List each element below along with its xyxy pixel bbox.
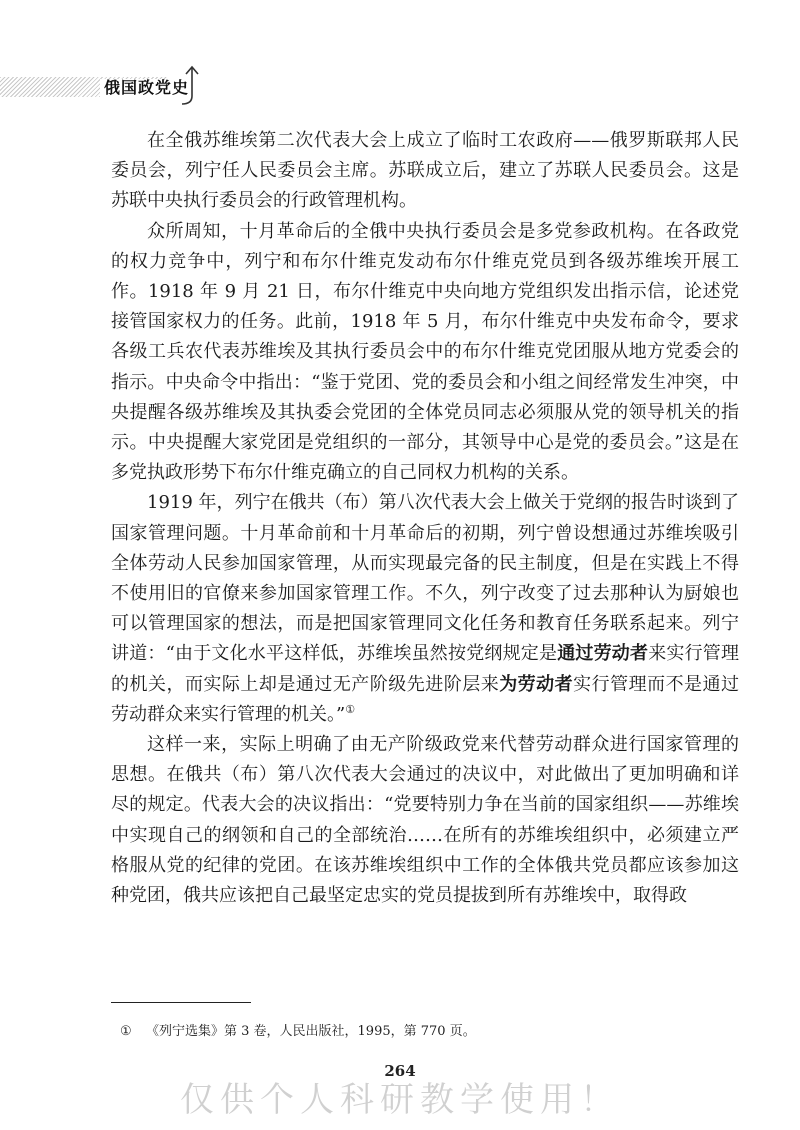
running-header-title: 俄国政党史 bbox=[100, 79, 193, 97]
watermark: 仅供个人科研教学使用！ bbox=[180, 1080, 620, 1120]
footnote-number: ① bbox=[120, 1024, 132, 1039]
footnote-marker[interactable]: ① bbox=[345, 702, 356, 716]
paragraph-text: 来实行管理的机关，而实际上却是通过无产阶级先进阶层来 bbox=[111, 643, 740, 695]
arrow-up-icon bbox=[178, 64, 208, 106]
paragraph: 在全俄苏维埃第二次代表大会上成立了临时工农政府——俄罗斯联邦人民委员会，列宁任人民委员会主席。苏联成立后，建立了苏联人民委员会。这是苏联中央执行委员会的行政管理机构。 bbox=[111, 130, 739, 212]
footnote bbox=[120, 1023, 476, 1041]
footnote-divider bbox=[111, 1002, 251, 1003]
paragraph: 众所周知，十月革命后的全俄中央执行委员会是多党参政机构。在各政党的权力竞争中，列宁和布尔什维克发动布尔什维克党员到各级苏维埃开展工作。1918 年 9 月 21 日，布尔什维克中央向地方党组织发出指示信，论述党接管国家权力的任务。此前，1918 年 5 月，布尔什维克中央发布命令，要求各级工兵农代表苏维埃及其执行委员会中的布尔什维克党团服从地方党委会的指示。中央命令中指出：“鉴于党团、党的委员会和小组之间经常发生冲突，中央提醒各级苏维埃及其执委会党团的全体党员同志必须服从党的领导机关的指示。中央提醒大家党团是党组织的一部分，其领导中心是党的委员会。”这是在多党执政形势下布尔什维克确立的自己同权力机构的关系。 bbox=[111, 220, 739, 484]
emphasis-text: 通过劳动者 bbox=[557, 643, 649, 665]
footnote-text: 《列宁选集》第 3 卷，人民出版社，1995，第 770 页。 bbox=[146, 1024, 476, 1039]
page-number: 264 bbox=[384, 1062, 416, 1080]
paragraph-text: 实行管理而不是通过劳动群众来实行管理的机关。” bbox=[111, 673, 740, 725]
paragraph-text: 1919 年，列宁在俄共（布）第八次代表大会上做关于党纲的报告时谈到了国家管理问题。十月革命前和十月革命后的初期，列宁曾设想通过苏维埃吸引全体劳动人民参加国家管理，从而实现最完备的民主制度，但是在实践上不得不使用旧的官僚来参加国家管理工作。不久，列宁改变了过去那种认为厨娘也可以管理国家的想法，而是把国家管理同文化任务和教育任务联系起来。列宁讲道：“由于文化水平这样低，苏维埃虽然按党纲规定是 bbox=[111, 492, 739, 665]
paragraph: 这样一来，实际上明确了由无产阶级政党来代替劳动群众进行国家管理的思想。在俄共（布）第八次代表大会通过的决议中，对此做出了更加明确和详尽的规定。代表大会的决议指出：“党要特别力争在当前的国家组织——苏维埃中实现自己的纲领和自己的全部统治……在所有的苏维埃组织中，必须建立严格服从党的纪律的党团。在该苏维埃组织中工作的全体俄共党员都应该参加这种党团，俄共应该把自己最坚定忠实的党员提拔到所有苏维埃中，取得政 bbox=[111, 734, 739, 907]
body-text bbox=[111, 126, 739, 911]
paragraph bbox=[111, 488, 739, 730]
emphasis-text: 为劳动者 bbox=[499, 673, 574, 695]
